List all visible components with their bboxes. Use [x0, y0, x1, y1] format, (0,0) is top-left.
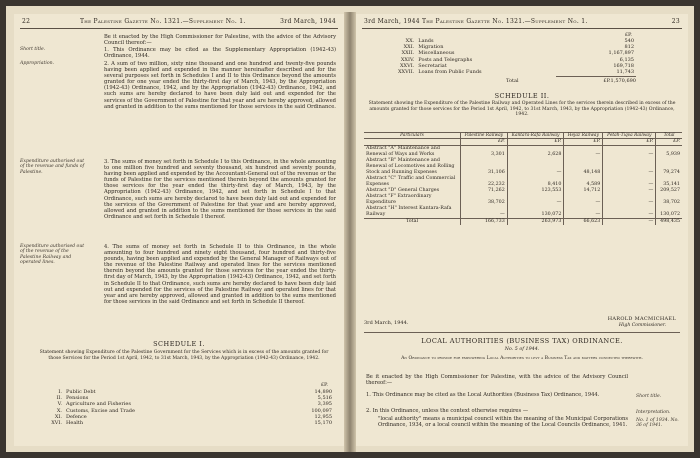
- schedule-2-unit-cell: £P.: [564, 139, 603, 146]
- ordinance-section-1: 1. This Ordinance may be cited as the Local Authorities (Business Tax) Ordinance, 1944.: [366, 392, 600, 398]
- schedule-1-cont-label: Secretariat: [418, 62, 447, 69]
- right-header-date: 3rd March, 1944: [364, 18, 420, 25]
- side-note-appropriation: Appropriation.: [20, 61, 55, 66]
- enacting-clause: Be it enacted by the High Commissioner for Palestine, with the advice of the Advisory Council thereof:—: [104, 34, 336, 47]
- schedule-2-value: 22,232: [461, 176, 508, 188]
- schedule-2-value: 3,301: [461, 146, 508, 159]
- schedule-2-unit-cell: £P.: [461, 139, 508, 146]
- schedule-2-particulars: Abstract "B" Maintenance and Renewal of Locomotives and Rolling Stock and Running Expenses: [366, 158, 455, 175]
- schedule-1-amount: 14,890: [314, 389, 332, 395]
- schedule-1-label: Health: [66, 420, 84, 427]
- schedule-2-particulars: Abstract "C" Traffic and Commercial Expenses: [366, 176, 456, 187]
- schedule-2-unit-cell: £P.: [656, 139, 682, 146]
- ordinance-title: LOCAL AUTHORITIES (BUSINESS TAX) ORDINANCE.: [421, 337, 623, 345]
- schedule-2-value: 130,072: [507, 206, 564, 219]
- schedule-1-label: Pensions: [66, 395, 89, 402]
- schedule-1-total: £P.1,570,690: [603, 78, 636, 84]
- schedule-2-total-value: 263,973: [507, 219, 564, 226]
- schedule-2-row: [364, 146, 682, 159]
- schedule-1-cont-row: [396, 69, 636, 75]
- schedule-2-value: —: [603, 146, 656, 159]
- schedule-1-cont-amount: 1,167,897: [608, 50, 634, 57]
- schedule-2-value: —: [461, 206, 508, 219]
- left-gazette-title: The Palestine Gazette No. 1321.—Supplement No. 1.: [80, 18, 246, 25]
- schedule-2-row: [364, 206, 682, 219]
- schedule-2-value: 71,262: [461, 188, 508, 194]
- schedule-2-particulars: Abstract "D" General Charges: [366, 188, 440, 193]
- schedule-1-cont-roman: XXI.: [403, 44, 415, 51]
- definition-local-authority: "local authority" means a municipal council within the meaning of the Municipal Corporations Ordinance, 1934, or a local council within the meaning of the Local Councils Ordinance, 1941.: [378, 416, 628, 429]
- schedule-1-cont-amount: 540: [624, 38, 634, 44]
- right-running-header: [356, 18, 688, 28]
- section-1: 1. This Ordinance may be cited as the Supplementary Appropriation (1942-43) Ordinance, 1944.: [104, 47, 336, 60]
- section-2: 2. A sum of two million, sixty nine thousand and one hundred and twenty-five pounds having been applied and expended in the manner hereinafter described and for the several purposes set forth in Schedules I and II to this Ordinance beyond the amounts granted for one year ended the thirty-first day of March, 1943, by the Appropriation (1942-43) Ordinance, 1942, and by the Appropriation (1942-43) Ordinance, 1942, and such sums are hereby declared to have been duly laid out and expended for the services of the Government of Palestine for that year and are hereby approved, allowed and granted in addition to the sums mentioned for those services in the said Ordinance.: [104, 61, 336, 110]
- schedule-1-cont-roman: XXVII.: [398, 69, 415, 76]
- schedule-1-title: SCHEDULE I.: [153, 340, 205, 348]
- schedule-1-unit: £P.: [320, 382, 328, 388]
- schedule-2-total-value: 166,733: [461, 219, 508, 226]
- section-4: 4. The sums of money set forth in Schedule II to this Ordinance, in the whole amounting to four hundred and ninety eight thousand, four hundred and thirty-five pounds, having been applied and expended by the General Manager of Railways out of the revenue of the Palestine Railway and operated lines for the services mentioned therein beyond the amounts granted for those services for the year ended the thirty-first day of March, 1943, by the Appropriation (1942-43) Ordinance, 1942, and set forth in Schedule II to that Ordinance, such sums are hereby declared to have been duly laid out and expended for the services of the Palestine Railway and operated lines for that year and are hereby approved, allowed and granted in addition to the sums mentioned for those services in the said Ordinance and set forth in Schedule II thereof.: [104, 244, 336, 305]
- side-note-railway: Expenditure authorised out of the revenue of the Palestine Railway and operated lines.: [20, 244, 85, 266]
- schedule-1-cont-label: Loans from Public Funds: [418, 69, 482, 76]
- left-header-date: 3rd March, 1944: [280, 18, 336, 25]
- schedule-2-value: 14,712: [564, 188, 603, 194]
- schedule-2-value: 123,553: [507, 188, 564, 194]
- schedule-2-value: 48,148: [564, 158, 603, 176]
- total-rule: [556, 76, 636, 77]
- schedule-1-cont-roman: XXIV.: [400, 56, 415, 63]
- section-divider: [364, 332, 680, 333]
- left-page: [14, 14, 344, 446]
- schedule-1-cont-roman: XX.: [405, 38, 415, 44]
- schedule-1-label: Defence: [66, 413, 87, 420]
- schedule-1-cont-label: Posts and Telegraphs: [418, 56, 473, 63]
- signature-name: HAROLD MACMICHAEL: [607, 316, 676, 322]
- schedule-1-cont-amount: 812: [624, 44, 634, 51]
- schedule-2-total-value: —: [603, 219, 656, 226]
- schedule-2-value: 5,939: [656, 146, 682, 159]
- schedule-1-roman: X.: [56, 407, 62, 414]
- schedule-1-amount: 100,097: [311, 407, 332, 414]
- schedule-1-cont-amount: 11,743: [616, 69, 634, 76]
- schedule-2-title: SCHEDULE II.: [494, 92, 550, 100]
- schedule-2-value: —: [603, 176, 656, 188]
- schedule-2-unit-cell: £P.: [603, 139, 656, 146]
- schedule-2-column-header: Petah-Tiqva Railway: [603, 133, 656, 139]
- schedule-2-value: —: [564, 194, 603, 206]
- schedule-2-row: [364, 194, 682, 206]
- schedule-2-value: 209,527: [656, 188, 682, 194]
- schedule-2-row: [364, 176, 682, 188]
- schedule-2-value: 2,628: [507, 146, 564, 159]
- schedule-1-roman: I.: [58, 389, 62, 395]
- right-header-rule: [362, 28, 682, 29]
- left-page-number: 22: [22, 18, 31, 25]
- schedule-1-cont-amount: 169,718: [613, 62, 634, 69]
- schedule-1-cont-roman: XXVI.: [399, 62, 415, 69]
- schedule-2-particulars: Abstract "H" Interest Kantara-Rafa Railway: [366, 206, 452, 217]
- schedule-2-value: —: [603, 194, 656, 206]
- schedule-2-column-header: Total: [656, 133, 682, 139]
- right-gazette-title: The Palestine Gazette No. 1321.—Supplement No. 1.: [422, 18, 588, 25]
- schedule-2-value: —: [564, 146, 603, 159]
- left-header-rule: [20, 28, 338, 29]
- schedule-2-particulars: Abstract "F" Extraordinary Expenditure: [366, 194, 432, 205]
- signature-date: 3rd March, 1944.: [364, 320, 409, 326]
- schedule-2-table: [364, 132, 682, 225]
- signature-title: High Commissioner.: [618, 323, 666, 328]
- schedule-1-label: Public Debt: [66, 389, 96, 395]
- schedule-1-roman: II.: [56, 395, 62, 402]
- schedule-1-amount: 15,170: [314, 420, 332, 427]
- schedule-1-amount: 3,395: [317, 401, 332, 408]
- book-gutter: [344, 12, 356, 452]
- schedule-1-amount: 5,516: [317, 395, 332, 402]
- section-3: 3. The sums of money set forth in Schedule I to this Ordinance, in the whole amounting to one million five hundred and seventy thousand, six hundred and seventy pounds, having been applied and expended by the Accountant-General out of the revenue or the funds of Palestine for the services mentioned therein beyond the amounts granted for those services for the year ended the thirty-first day of March, 1943, by the Appropriation (1942-43) Ordinance, 1942, and set forth in Schedule I to that Ordinance, such sums are hereby declared to have been duly laid out and expended for the services of the Government of Palestine for that year and are hereby approved, allowed and granted in addition to the sums mentioned for those services in the said Ordinance and set forth in Schedule I thereof.: [104, 159, 336, 220]
- schedule-1-row: [44, 420, 334, 426]
- schedule-2-value: 4,589: [564, 176, 603, 188]
- schedule-2-value: 38,702: [656, 194, 682, 206]
- schedule-1-amount: 12,955: [314, 413, 332, 420]
- schedule-1-label: Agriculture and Fisheries: [66, 401, 131, 408]
- left-running-header: [14, 18, 344, 28]
- schedule-1-cont-amount: 6,135: [619, 56, 634, 63]
- ordinance-enacting: Be it enacted by the High Commissioner for Palestine, with the advice of the Advisory Council thereof:—: [366, 374, 628, 387]
- schedule-1-cont-roman: XXII.: [401, 50, 415, 57]
- schedule-1-subtitle: Statement showing Expenditure of the Palestine Government for the Services which is in excess of the amounts granted for those Services for the Period 1st April, 1942, to 31st March, 1943, by the Appropriation (1942-43) Ordinance, 1942.: [39, 350, 329, 361]
- schedule-2-value: 38,702: [461, 194, 508, 206]
- schedule-2-column-header: Kantara-Rafa Railway: [507, 133, 564, 139]
- schedule-1-label: Customs, Excise and Trade: [66, 407, 135, 414]
- schedule-1-cont-label: Lands: [418, 38, 434, 44]
- schedule-1-roman: V.: [57, 401, 62, 408]
- schedule-2-column-header: Palestine Railway: [461, 133, 508, 139]
- right-page: [356, 14, 688, 446]
- schedule-2-total-label: Total: [364, 219, 461, 226]
- schedule-1-cont-label: Migration: [418, 44, 444, 51]
- schedule-1-total-label: Total: [506, 78, 519, 84]
- schedule-2-value: 79,274: [656, 158, 682, 176]
- schedule-1-continued-table: [396, 38, 636, 75]
- right-page-number: 23: [671, 18, 680, 25]
- schedule-2-subtitle: Statement showing the Expenditure of the Palestine Railway and Operated Lines for the services therein described in excess of the amounts granted for those services for the Period 1st April, 1942, to 31st March, 1943, by the Appropriation (1942-43) Ordinance, 1942.: [368, 101, 676, 118]
- side-note-short-title: Short title.: [20, 47, 46, 52]
- schedule-2-column-header: Particulars: [364, 133, 461, 139]
- schedule-2-value: 35,141: [656, 176, 682, 188]
- schedule-2-value: —: [564, 206, 603, 219]
- schedule-2-value: —: [603, 206, 656, 219]
- side-note-references: No. 1 of 1934. No. 36 of 1941.: [636, 418, 679, 429]
- ordinance-section-2: 2. In this Ordinance, unless the context otherwise requires —: [366, 408, 529, 414]
- schedule-2-unit-cell: [364, 139, 461, 146]
- side-note-revenue: Expenditure authorised out of the revenue and funds of Palestine.: [20, 159, 85, 175]
- schedule-1-cont-unit: £P.: [624, 32, 632, 38]
- schedule-2-value: 31,106: [461, 158, 508, 176]
- schedule-2-row: [364, 158, 682, 176]
- schedule-2-total-value: 498,435: [656, 219, 682, 226]
- book-spread: [6, 6, 694, 452]
- schedule-2-value: —: [507, 194, 564, 206]
- side-note-interpretation: Interpretation.: [636, 410, 671, 415]
- schedule-1-roman: XVI.: [51, 420, 62, 427]
- schedule-2-value: 130,072: [656, 206, 682, 219]
- schedule-2-value: 8,410: [507, 176, 564, 188]
- ordinance-long-title: An Ordinance to provide for empowering Local Authorities to levy a Business Tax and matters connected therewith.: [401, 356, 643, 361]
- side-note-short-title-2: Short title.: [636, 394, 662, 399]
- schedule-2-total-value: 66,623: [564, 219, 603, 226]
- schedule-2-column-header: Hejaz Railway: [564, 133, 603, 139]
- schedule-2-value: —: [603, 188, 656, 194]
- schedule-2-value: —: [603, 158, 656, 176]
- schedule-2-value: —: [507, 158, 564, 176]
- ordinance-number: No. 5 of 1944.: [504, 347, 540, 352]
- schedule-2-particulars: Abstract "A" Maintenance and Renewal of Ways and Works: [366, 146, 440, 157]
- schedule-1-table: [44, 389, 334, 426]
- schedule-1-cont-label: Miscellaneous: [418, 50, 455, 57]
- schedule-1-roman: XI.: [54, 413, 62, 420]
- schedule-2-unit-cell: £P.: [507, 139, 564, 146]
